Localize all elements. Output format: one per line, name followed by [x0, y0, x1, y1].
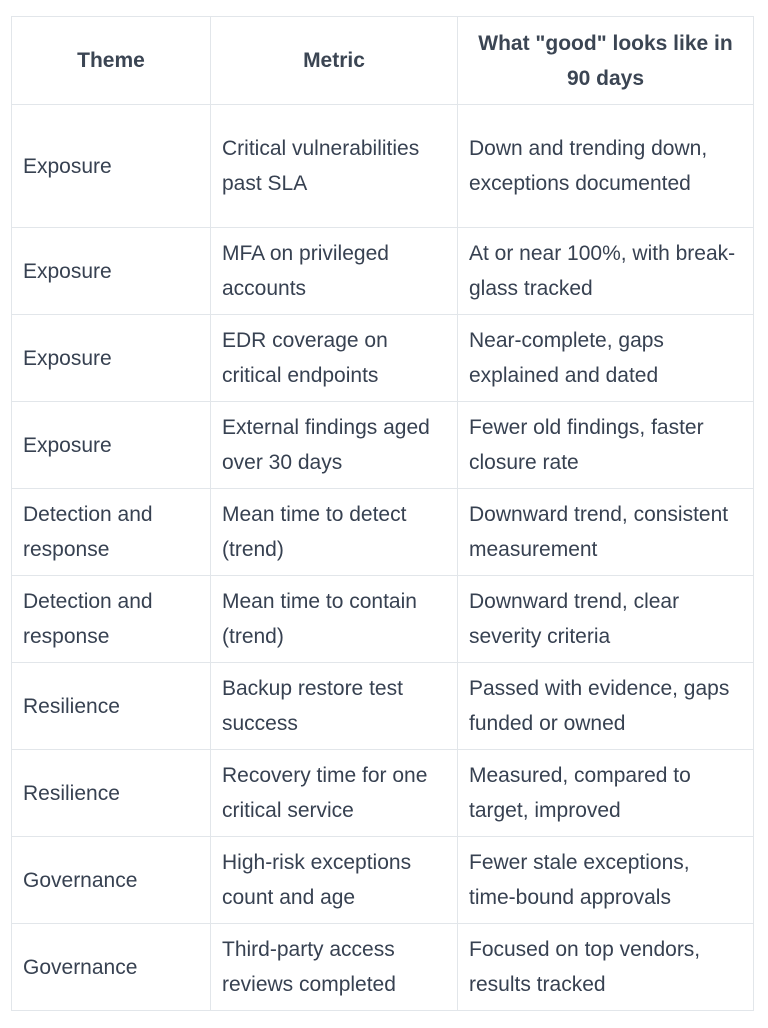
cell-theme: Exposure [12, 315, 211, 402]
cell-theme: Governance [12, 924, 211, 1011]
cell-theme: Governance [12, 837, 211, 924]
cell-metric: External findings aged over 30 days [211, 402, 458, 489]
table-row [12, 402, 754, 489]
cell-metric: MFA on privileged accounts [211, 228, 458, 315]
table-row [12, 837, 754, 924]
table-row [12, 105, 754, 228]
table-row [12, 750, 754, 837]
table-body [12, 105, 754, 1011]
cell-theme: Exposure [12, 228, 211, 315]
cell-target: Downward trend, consistent measurement [458, 489, 754, 576]
cell-metric: EDR coverage on critical endpoints [211, 315, 458, 402]
cell-metric: Critical vulnerabilities past SLA [211, 105, 458, 228]
cell-theme: Detection and response [12, 576, 211, 663]
cell-target: Fewer stale exceptions, time-bound approvals [458, 837, 754, 924]
table-header [12, 17, 754, 105]
table-row [12, 315, 754, 402]
cell-target: Measured, compared to target, improved [458, 750, 754, 837]
cell-target: Near-complete, gaps explained and dated [458, 315, 754, 402]
cell-metric: High-risk exceptions count and age [211, 837, 458, 924]
metrics-table [11, 16, 754, 1011]
cell-target: Fewer old findings, faster closure rate [458, 402, 754, 489]
cell-theme: Exposure [12, 105, 211, 228]
table-container [11, 16, 754, 1011]
cell-theme: Resilience [12, 663, 211, 750]
table-row [12, 228, 754, 315]
table-row [12, 576, 754, 663]
table-row [12, 924, 754, 1011]
cell-theme: Exposure [12, 402, 211, 489]
cell-metric: Mean time to detect (trend) [211, 489, 458, 576]
table-row [12, 663, 754, 750]
cell-metric: Third-party access reviews completed [211, 924, 458, 1011]
header-theme: Theme [12, 17, 211, 105]
cell-target: Down and trending down, exceptions documented [458, 105, 754, 228]
cell-metric: Recovery time for one critical service [211, 750, 458, 837]
cell-target: At or near 100%, with break-glass tracked [458, 228, 754, 315]
header-metric: Metric [211, 17, 458, 105]
cell-metric: Backup restore test success [211, 663, 458, 750]
cell-theme: Resilience [12, 750, 211, 837]
cell-theme: Detection and response [12, 489, 211, 576]
cell-target: Passed with evidence, gaps funded or owned [458, 663, 754, 750]
cell-target: Focused on top vendors, results tracked [458, 924, 754, 1011]
table-row [12, 489, 754, 576]
header-row [12, 17, 754, 105]
cell-metric: Mean time to contain (trend) [211, 576, 458, 663]
header-good-in-90-days: What "good" looks like in 90 days [458, 17, 754, 105]
cell-target: Downward trend, clear severity criteria [458, 576, 754, 663]
